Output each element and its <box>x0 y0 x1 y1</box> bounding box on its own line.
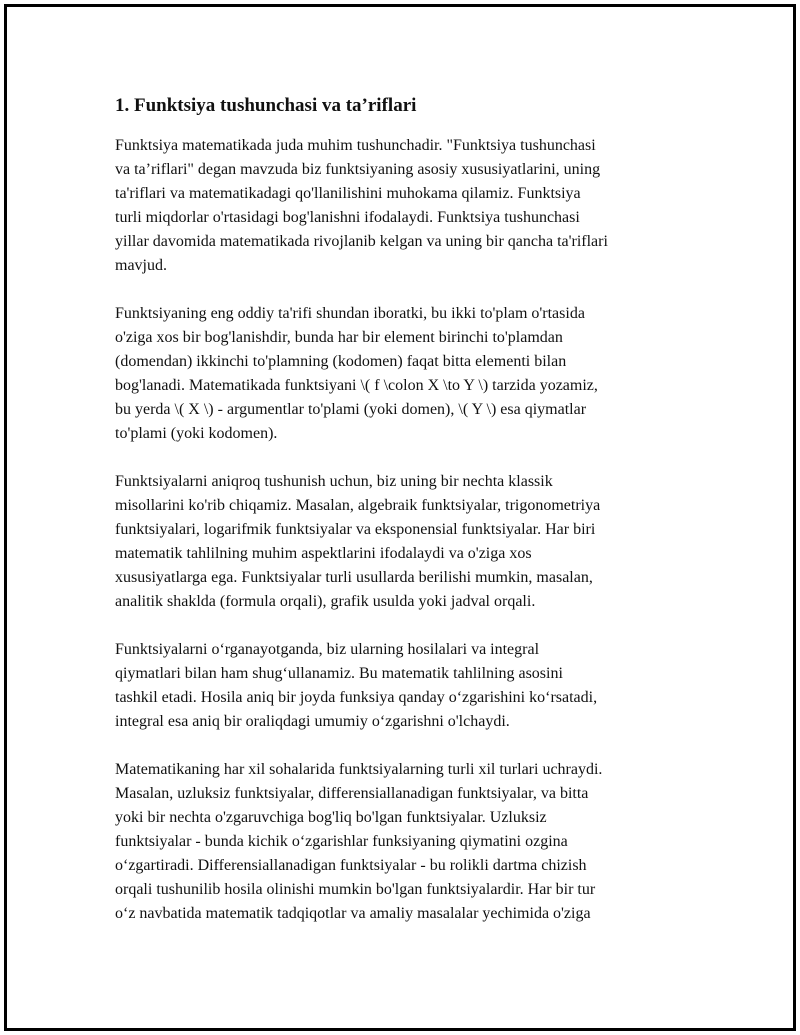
paragraph-1: Funktsiya matematikada juda muhim tushunchadir. "Funktsiya tushunchasi va ta’riflari" degan mavzuda biz funktsiyaning asosiy xususiyatlarini, uning ta'riflari va matematikadagi qo'llanilishini muhokama qilamiz. Funktsiya turli miqdorlar o'rtasidagi bog'lanishni ifodalaydi. Funktsiya tushunchasi yillar davomida matematikada rivojlanib kelgan va uning bir qancha ta'riflari mavjud. <box>115 137 608 274</box>
document-body <box>115 92 690 950</box>
paragraph-4: Funktsiyalarni o‘rganayotganda, biz ularning hosilalari va integral qiymatlari bilan ham shug‘ullanamiz. Bu matematik tahlilning asosini tashkil etadi. Hosila aniq bir joyda funksiya qanday o‘zgarishini ko‘rsatadi, integral esa aniq bir oraliqdagi umumiy o‘zgarishni o'lchaydi. <box>115 641 598 730</box>
paragraph-3: Funktsiyalarni aniqroq tushunish uchun, biz uning bir nechta klassik misollarini ko'rib chiqamiz. Masalan, algebraik funktsiyalar, trigonometriya funktsiyalari, logarifmik funktsiyalar va eksponensial funktsiyalar. Har biri matematik tahlilning muhim aspektlarini ifodalaydi va o'ziga xos xususiyatlarga ega. Funktsiyalar turli usullarda berilishi mumkin, masalan, analitik shaklda (formula orqali), grafik usulda yoki jadval orqali. <box>115 473 601 610</box>
section-title: 1. Funktsiya tushunchasi va ta’riflari <box>115 95 417 116</box>
paragraph-2: Funktsiyaning eng oddiy ta'rifi shundan iboratki, bu ikki to'plam o'rtasida o'ziga xos bir bog'lanishdir, bunda har bir element birinchi to'plamdan (domendan) ikkinchi to'plamning (kodomen) faqat bitta elementi bilan bog'lanadi. Matematikada funktsiyani \( f \colon X \to Y \) tarzida yozamiz, bu yerda \( X \) - argumentlar to'plami (yoki domen), \( Y \) esa qiymatlar to'plami (yoki kodomen). <box>115 305 598 442</box>
paragraph-5: Matematikaning har xil sohalarida funktsiyalarning turli xil turlari uchraydi. Masalan, uzluksiz funktsiyalar, differensiallanadigan funktsiyalar, va bitta yoki bir nechta o'zgaruvchiga bog'liq bo'lgan funktsiyalar. Uzluksiz funktsiyalar - bunda kichik o‘zgarishlar funksiyaning qiymatini ozgina o‘zgartiradi. Differensiallanadigan funktsiyalar - bu rolikli dartma chizish orqali tushunilib hosila olinishi mumkin bo'lgan funktsiyalardir. Har bir tur o‘z navbatida matematik tadqiqotlar va amaliy masalalar yechimida o'ziga <box>115 761 603 922</box>
